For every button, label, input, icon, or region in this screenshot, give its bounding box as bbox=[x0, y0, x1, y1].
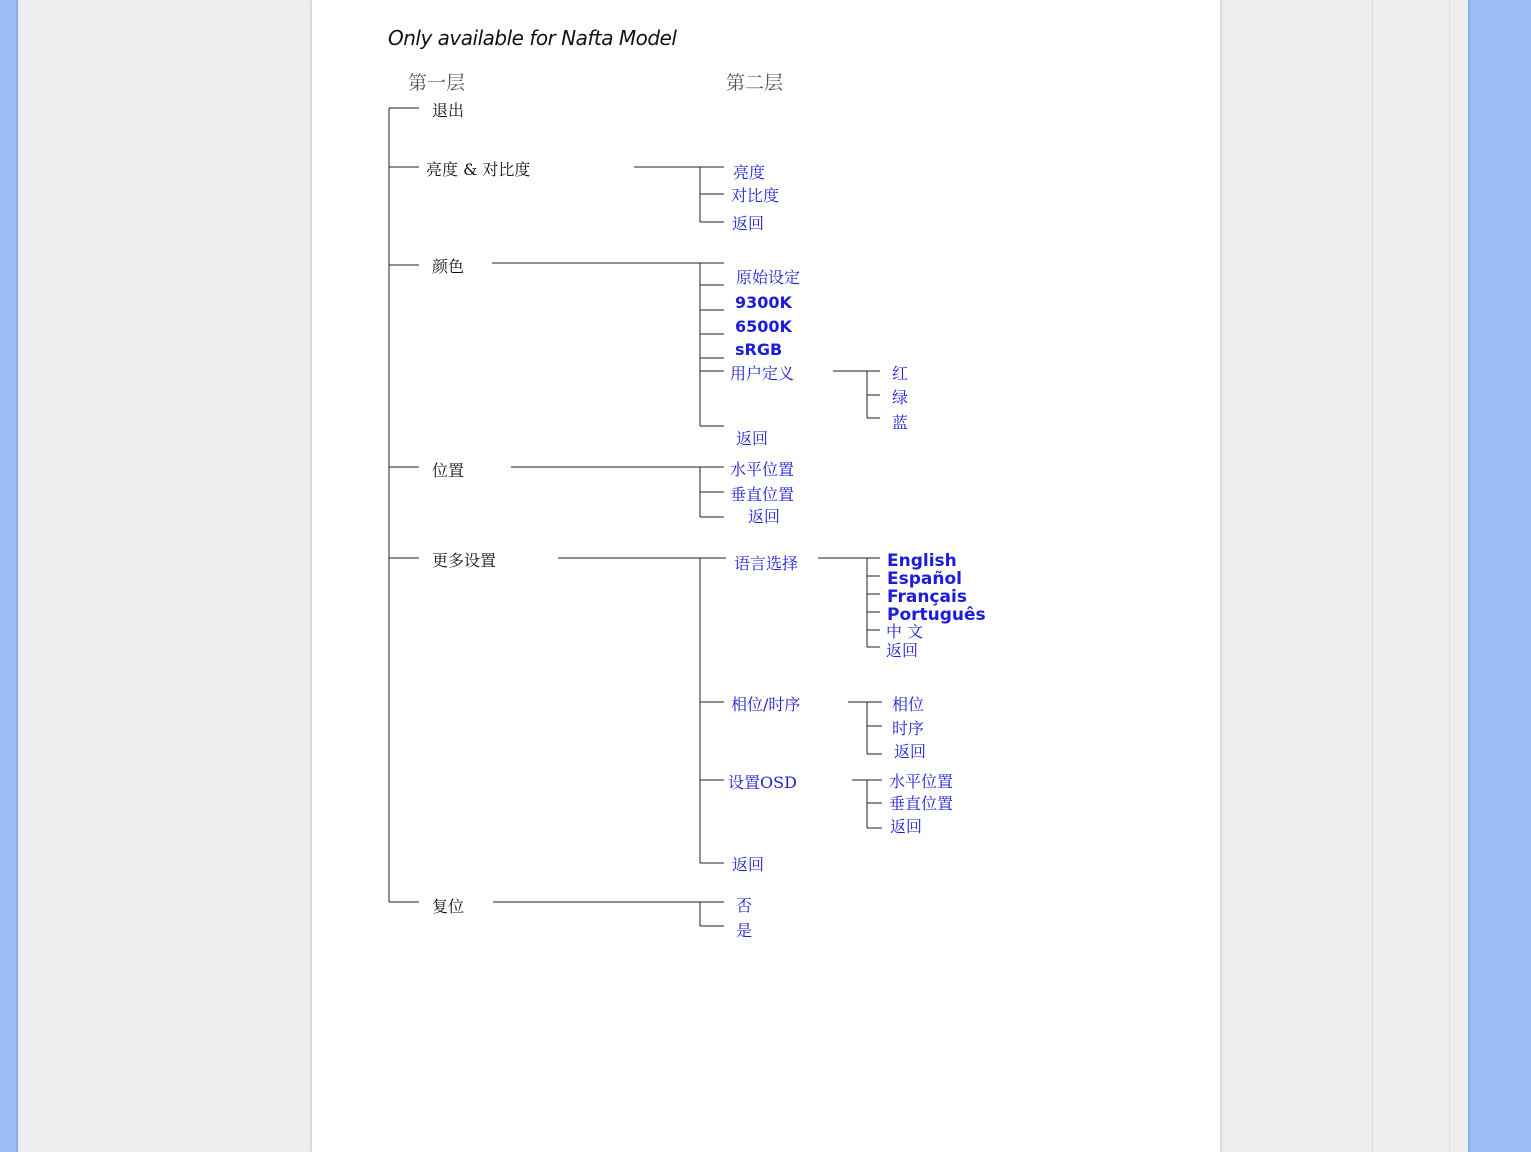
user-blue: 蓝 bbox=[892, 413, 909, 432]
lang-francais: Français bbox=[887, 587, 967, 607]
node-reset: 复位 bbox=[432, 897, 465, 916]
osd-item-vertical: 垂直位置 bbox=[889, 794, 954, 813]
phase-item-clock: 时序 bbox=[892, 719, 925, 738]
phase-item-back: 返回 bbox=[894, 742, 927, 761]
document-page bbox=[312, 0, 1220, 1152]
color-item-9300k: 9300K bbox=[735, 293, 792, 312]
more-item-osd-setting: 设置OSD bbox=[728, 773, 797, 792]
user-red: 红 bbox=[892, 364, 909, 383]
level2-header: 第二层 bbox=[726, 72, 784, 94]
osd-item-back: 返回 bbox=[890, 817, 923, 836]
node-exit: 退出 bbox=[432, 101, 465, 120]
reset-item-no: 否 bbox=[736, 896, 753, 915]
color-item-back: 返回 bbox=[736, 429, 769, 448]
bc-item-contrast: 对比度 bbox=[731, 186, 780, 205]
page-title: Only available for Nafta Model bbox=[388, 26, 677, 50]
pos-item-back: 返回 bbox=[748, 507, 781, 526]
window-edge-right bbox=[1468, 0, 1531, 1152]
color-item-srgb: sRGB bbox=[735, 340, 783, 359]
lang-portugues: Português bbox=[887, 605, 986, 625]
node-color: 颜色 bbox=[432, 257, 465, 276]
viewer-gutter-right bbox=[1220, 0, 1468, 1152]
bc-item-back: 返回 bbox=[732, 214, 765, 233]
lang-english: English bbox=[887, 551, 957, 571]
user-green: 绿 bbox=[892, 388, 909, 407]
reset-item-yes: 是 bbox=[736, 921, 753, 940]
color-item-native: 原始设定 bbox=[736, 268, 801, 287]
pos-item-vertical: 垂直位置 bbox=[730, 485, 795, 504]
lang-back: 返回 bbox=[886, 641, 919, 660]
phase-item-phase: 相位 bbox=[892, 695, 925, 714]
more-item-back: 返回 bbox=[732, 855, 765, 874]
osd-menu-tree bbox=[312, 0, 1220, 1152]
window-edge-left bbox=[0, 0, 18, 1152]
color-item-user-define: 用户定义 bbox=[730, 364, 795, 383]
pos-item-horizontal: 水平位置 bbox=[730, 460, 795, 479]
viewer-gutter-left bbox=[18, 0, 312, 1152]
osd-item-horizontal: 水平位置 bbox=[889, 772, 954, 791]
lang-espanol: Español bbox=[887, 569, 962, 589]
bc-item-brightness: 亮度 bbox=[733, 163, 766, 182]
level1-header: 第一层 bbox=[408, 72, 466, 94]
more-item-language: 语言选择 bbox=[734, 554, 799, 573]
lang-chinese: 中 文 bbox=[886, 622, 924, 641]
node-position: 位置 bbox=[432, 461, 465, 480]
node-more-settings: 更多设置 bbox=[432, 551, 497, 570]
more-item-phase-clock: 相位/时序 bbox=[731, 695, 801, 714]
color-item-6500k: 6500K bbox=[735, 317, 792, 336]
node-brightness-contrast: 亮度 & 对比度 bbox=[426, 160, 531, 179]
